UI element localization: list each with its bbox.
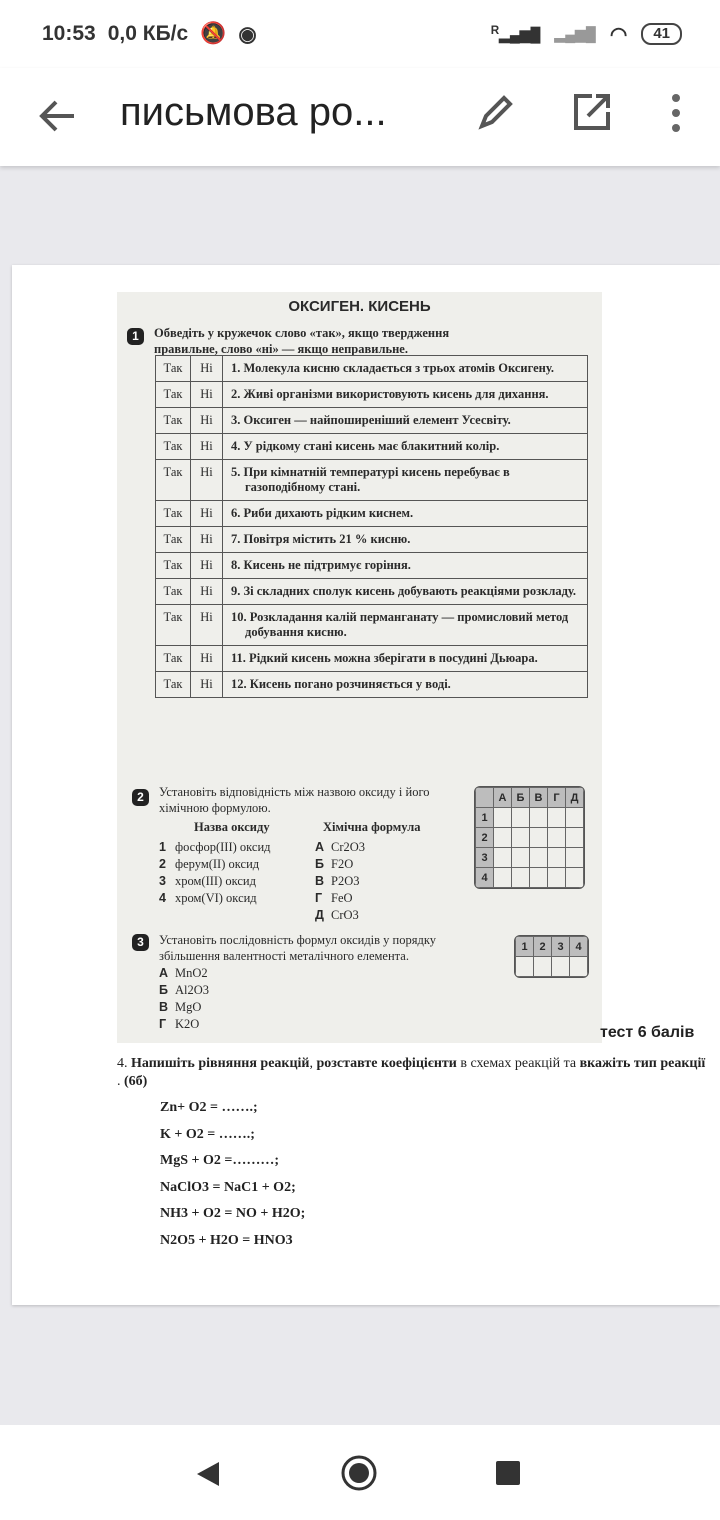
grid-cell[interactable] <box>552 957 570 977</box>
status-bar <box>0 0 720 68</box>
item-value: CrO3 <box>331 908 359 922</box>
statement-row <box>156 501 588 527</box>
grid-col-header: 2 <box>534 937 552 957</box>
nav-back-icon[interactable] <box>195 1460 221 1488</box>
grid-corner <box>476 788 494 808</box>
task4-number: 4. <box>117 1056 128 1071</box>
battery-indicator: 41 <box>641 23 682 45</box>
task-number: 1 <box>127 328 144 345</box>
list-item <box>159 983 209 998</box>
statement-row <box>156 553 588 579</box>
grid-cell[interactable] <box>494 828 512 848</box>
yes-option[interactable]: Так <box>156 672 191 698</box>
answer-grid-task3 <box>514 935 589 978</box>
instr-part: в схемах реакцій та <box>456 1056 580 1071</box>
item-value: FeO <box>331 891 353 905</box>
yes-option[interactable]: Так <box>156 501 191 527</box>
grid-col-header: Б <box>512 788 530 808</box>
grid-cell[interactable] <box>512 848 530 868</box>
grid-col-header: Г <box>548 788 566 808</box>
grid-row-header: 1 <box>476 808 494 828</box>
statement-label: 3. Оксиген — найпоширеніший елемент Усесвіту. <box>231 413 511 427</box>
item-key: 2 <box>159 857 166 871</box>
grid-col-header: 3 <box>552 937 570 957</box>
grid-cell[interactable] <box>516 957 534 977</box>
grid-col-header: А <box>494 788 512 808</box>
roaming-label: R <box>490 24 500 38</box>
no-option[interactable]: Ні <box>191 553 223 579</box>
grid-cell[interactable] <box>570 957 588 977</box>
grid-cell[interactable] <box>512 828 530 848</box>
no-option[interactable]: Ні <box>191 408 223 434</box>
statement-label: 7. Повітря містить 21 % кисню. <box>231 532 411 546</box>
grid-cell[interactable] <box>566 808 584 828</box>
list-item <box>315 840 365 855</box>
grid-col-header: Д <box>566 788 584 808</box>
grid-col-header: В <box>530 788 548 808</box>
no-option[interactable]: Ні <box>191 382 223 408</box>
statement-row <box>156 605 588 646</box>
statement-label: 9. Зі складних сполук кисень добувають реакціями розкладу. <box>231 584 577 598</box>
list-item <box>159 966 208 981</box>
nav-recents-icon[interactable] <box>496 1461 520 1485</box>
statement-row <box>156 672 588 698</box>
document-title: письмова ро... <box>120 90 387 134</box>
statement-text <box>223 408 588 434</box>
grid-cell[interactable] <box>534 957 552 977</box>
statement-label: 5. При кімнатній температурі кисень перебуває в газоподібному стані. <box>231 465 510 494</box>
item-value: MgO <box>175 1000 202 1014</box>
no-option[interactable]: Ні <box>191 527 223 553</box>
statement-label: 11. Рідкий кисень можна зберігати в посудині Дьюара. <box>231 651 538 665</box>
statement-text <box>223 460 588 501</box>
grid-cell[interactable] <box>566 828 584 848</box>
oxide-name-header: Назва оксиду <box>194 820 270 834</box>
statement-text <box>223 434 588 460</box>
grid-cell[interactable] <box>548 828 566 848</box>
list-item <box>315 857 353 872</box>
grid-cell[interactable] <box>566 848 584 868</box>
worksheet-scan <box>117 292 602 1043</box>
reaction-equation: NH3 + O2 = NO + H2O; <box>160 1206 306 1221</box>
grid-row-header: 2 <box>476 828 494 848</box>
item-value: Cr2O3 <box>331 840 366 854</box>
statement-text <box>223 527 588 553</box>
grid-cell[interactable] <box>494 848 512 868</box>
more-options-icon[interactable] <box>668 92 684 136</box>
edit-pencil-icon[interactable] <box>476 92 516 132</box>
statement-label: 1. Молекула кисню складається з трьох атомів Оксигену. <box>231 361 554 375</box>
signal2-icon: ▂▄▆█ <box>554 25 596 42</box>
statement-text <box>223 356 588 382</box>
list-item <box>159 891 257 906</box>
item-key: Б <box>159 983 168 997</box>
item-key: В <box>315 874 325 888</box>
navigation-bar <box>0 1425 720 1520</box>
item-key: А <box>315 840 325 854</box>
statement-label: 2. Живі організми використовують кисень для дихання. <box>231 387 549 401</box>
grid-cell[interactable] <box>494 808 512 828</box>
statement-label: 8. Кисень не підтримує горіння. <box>231 558 411 572</box>
list-item <box>159 1000 201 1015</box>
grid-cell[interactable] <box>494 868 512 888</box>
yes-option[interactable]: Так <box>156 553 191 579</box>
network-speed: 0,0 КБ/с <box>107 22 189 45</box>
no-option[interactable]: Ні <box>191 672 223 698</box>
no-option[interactable]: Ні <box>191 605 223 646</box>
grid-cell[interactable] <box>566 868 584 888</box>
back-arrow-icon[interactable] <box>38 98 76 134</box>
instr-part: розставте коефіцієнти <box>316 1056 457 1071</box>
item-key: Г <box>315 891 323 905</box>
item-key: 3 <box>159 874 166 888</box>
statement-row <box>156 579 588 605</box>
item-value: Al2O3 <box>175 983 210 997</box>
item-value: ферум(II) оксид <box>175 857 260 871</box>
item-key: Б <box>315 857 324 871</box>
formula-header: Хімічна формула <box>323 820 421 834</box>
yes-option[interactable]: Так <box>156 356 191 382</box>
status-time: 10:53 <box>42 22 96 45</box>
reaction-equation: NaClO3 = NaC1 + O2; <box>160 1179 296 1195</box>
item-value: P2O3 <box>331 874 360 888</box>
item-key: В <box>159 1000 169 1014</box>
item-key: Г <box>159 1017 167 1031</box>
statement-row <box>156 646 588 672</box>
item-value: MnO2 <box>175 966 208 980</box>
item-key: 1 <box>159 840 166 854</box>
no-option[interactable]: Ні <box>191 356 223 382</box>
reaction-equation: MgS + O2 =………; <box>160 1153 280 1168</box>
item-key: Д <box>315 908 324 922</box>
worksheet-title: ОКСИГЕН. КИСЕНЬ <box>288 298 431 315</box>
grid-cell[interactable] <box>530 808 548 828</box>
reaction-equation: Zn+ O2 = …….; <box>160 1100 258 1115</box>
item-value: фосфор(III) оксид <box>175 840 271 854</box>
grid-cell[interactable] <box>548 848 566 868</box>
task-number: 2 <box>132 789 149 806</box>
statement-label: 10. Розкладання калій перманганату — промисловий метод добування кисню. <box>231 610 569 639</box>
statement-text <box>223 553 588 579</box>
task-number: 3 <box>132 934 149 951</box>
nav-home-icon[interactable] <box>340 1454 378 1492</box>
grid-row-header: 3 <box>476 848 494 868</box>
app-bar <box>0 68 720 166</box>
yes-option[interactable]: Так <box>156 460 191 501</box>
statement-label: 6. Риби дихають рідким киснем. <box>231 506 414 520</box>
no-option[interactable]: Ні <box>191 434 223 460</box>
yes-option[interactable]: Так <box>156 646 191 672</box>
grid-cell[interactable] <box>530 868 548 888</box>
statement-row <box>156 434 588 460</box>
yes-option[interactable]: Так <box>156 579 191 605</box>
yes-option[interactable]: Так <box>156 408 191 434</box>
answer-grid-task2 <box>474 786 585 889</box>
statement-text <box>223 646 588 672</box>
yes-option[interactable]: Так <box>156 527 191 553</box>
grid-cell[interactable] <box>548 868 566 888</box>
no-option[interactable]: Ні <box>191 646 223 672</box>
list-item <box>315 874 359 889</box>
open-external-icon[interactable] <box>572 92 612 132</box>
statement-text <box>223 501 588 527</box>
list-item <box>159 840 271 855</box>
grid-cell[interactable] <box>530 848 548 868</box>
item-value: хром(VI) оксид <box>175 891 257 905</box>
notification-icon: ◉ <box>238 22 257 46</box>
instr-part: (6б) <box>124 1074 148 1089</box>
grid-col-header: 4 <box>570 937 588 957</box>
item-key: 4 <box>159 891 166 905</box>
no-option[interactable]: Ні <box>191 501 223 527</box>
list-item <box>159 1017 199 1032</box>
list-item <box>315 891 353 906</box>
list-item <box>315 908 359 923</box>
statement-label: 12. Кисень погано розчиняється у воді. <box>231 677 451 691</box>
true-false-table <box>155 355 588 698</box>
statement-row <box>156 382 588 408</box>
signal-icon: $^R$▂▄▆█ <box>490 24 541 43</box>
instr-part: , <box>309 1056 317 1071</box>
instr-part: Напишіть рівняння реакцій <box>131 1056 310 1071</box>
instr-part: . <box>117 1074 124 1089</box>
grid-cell[interactable] <box>530 828 548 848</box>
task3-instruction: Установіть послідовність формул оксидів у порядку збільшення валентності металічного елемента. <box>159 933 436 963</box>
item-value: хром(III) оксид <box>175 874 256 888</box>
statement-text <box>223 579 588 605</box>
list-item <box>159 857 259 872</box>
statement-text <box>223 672 588 698</box>
instr-part: вкажіть тип реакції <box>579 1056 706 1071</box>
statement-row <box>156 527 588 553</box>
task1-instruction: Обведіть у кружечок слово «так», якщо твердження правильне, слово «ні» — якщо неправильне. <box>154 326 450 356</box>
item-value: K2O <box>175 1017 200 1031</box>
statement-text <box>223 605 588 646</box>
yes-option[interactable]: Так <box>156 605 191 646</box>
statement-label: 4. У рідкому стані кисень має блакитний колір. <box>231 439 500 453</box>
statement-row <box>156 460 588 501</box>
grid-row-header: 4 <box>476 868 494 888</box>
no-option[interactable]: Ні <box>191 460 223 501</box>
statement-text <box>223 382 588 408</box>
item-key: А <box>159 966 169 980</box>
statement-row <box>156 356 588 382</box>
statement-row <box>156 408 588 434</box>
task2-instruction: Установіть відповідність між назвою оксиду і його хімічною формулою. <box>159 785 430 815</box>
item-value: F2O <box>331 857 354 871</box>
task4-instruction <box>117 1055 707 1091</box>
mute-bell-icon: 🔕 <box>200 22 227 45</box>
no-option[interactable]: Ні <box>191 579 223 605</box>
reaction-equation: N2O5 + H2O = HNO3 <box>160 1232 293 1248</box>
yes-option[interactable]: Так <box>156 434 191 460</box>
list-item <box>159 874 256 889</box>
grid-cell[interactable] <box>512 808 530 828</box>
grid-cell[interactable] <box>548 808 566 828</box>
grid-col-header: 1 <box>516 937 534 957</box>
wifi-icon: ◠ <box>609 23 628 46</box>
yes-option[interactable]: Так <box>156 382 191 408</box>
score-note: тест 6 балів <box>600 1024 695 1041</box>
reaction-equation: K + O2 = …….; <box>160 1126 255 1142</box>
grid-cell[interactable] <box>512 868 530 888</box>
